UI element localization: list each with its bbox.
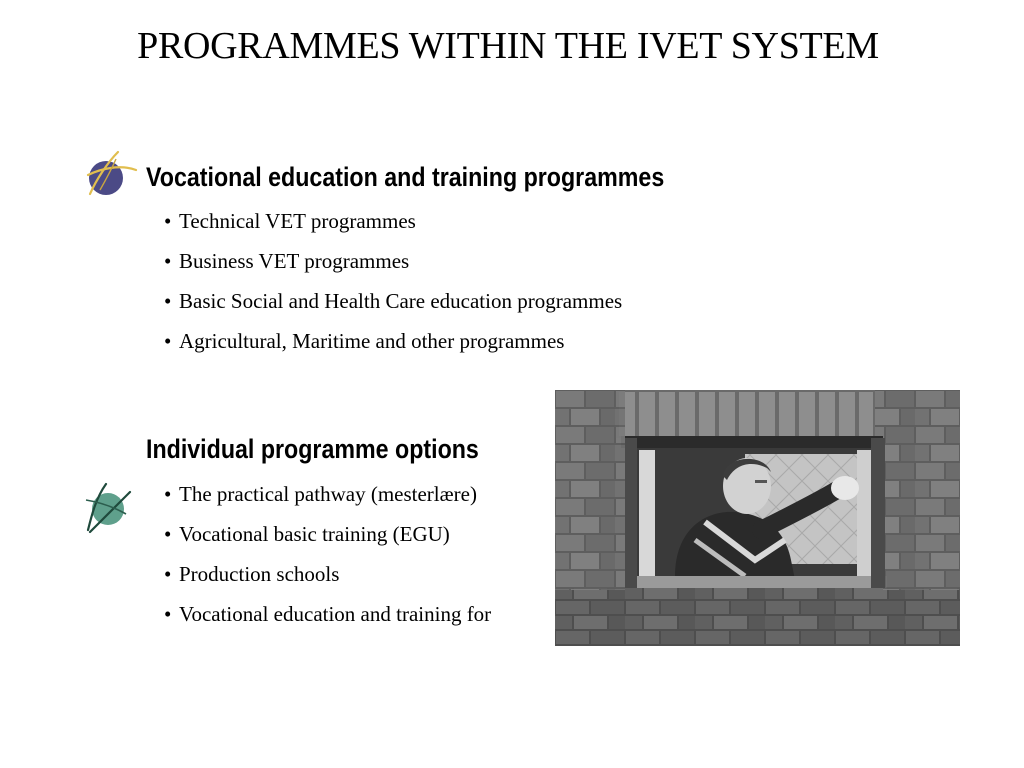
bricklayer-photo (555, 390, 960, 646)
list-item: • Vocational education and training for (164, 602, 492, 626)
section-heading-vet: Vocational education and training programmes (146, 162, 665, 192)
list-item: • Agricultural, Maritime and other programmes (164, 329, 565, 353)
globe-orbit-icon (82, 480, 136, 538)
globe-orbit-icon (86, 150, 140, 200)
list-item: • The practical pathway (mesterlære) (164, 482, 477, 506)
list-item: • Basic Social and Health Care education programmes (164, 289, 623, 313)
bricklayer-photo-drawing (555, 390, 960, 646)
list-item: • Vocational basic training (EGU) (164, 522, 450, 546)
section-heading-individual: Individual programme options (146, 434, 479, 464)
list-item: • Production schools (164, 562, 340, 586)
slide-title: PROGRAMMES WITHIN THE IVET SYSTEM (137, 25, 879, 67)
list-item: • Technical VET programmes (164, 209, 416, 233)
list-item: • Business VET programmes (164, 249, 410, 273)
